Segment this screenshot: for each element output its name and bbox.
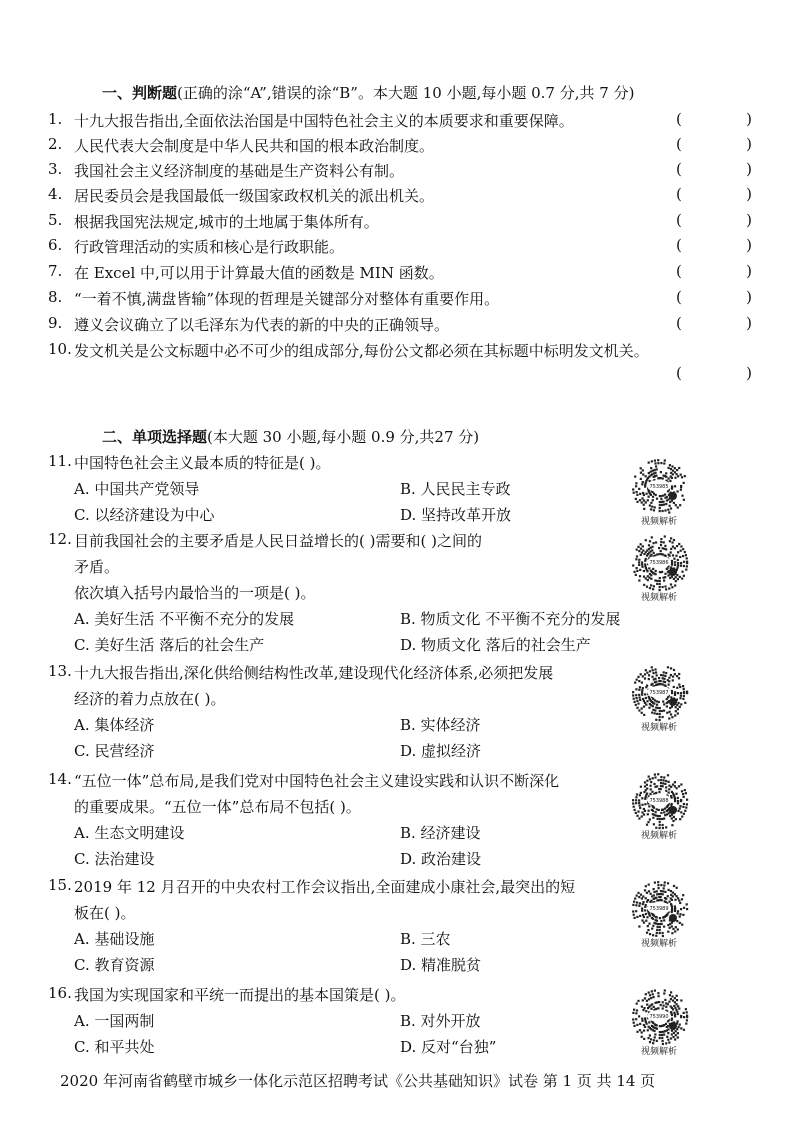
- item-number: 5.: [48, 211, 63, 229]
- option-c[interactable]: C. 美好生活 落后的社会生产: [74, 636, 265, 654]
- paren-left: (: [676, 211, 682, 229]
- paren-left: (: [676, 185, 682, 203]
- paren-left: (: [676, 110, 682, 128]
- item-text: 遵义会议确立了以毛泽东为代表的新的中央的正确领导。: [74, 316, 450, 334]
- option-a[interactable]: A. 生态文明建设: [74, 824, 185, 842]
- video-qr-code[interactable]: [628, 986, 690, 1057]
- qr-caption: 视频解析: [640, 723, 677, 733]
- judgment-item: [48, 340, 752, 382]
- option-a[interactable]: A. 集体经济: [74, 716, 155, 734]
- section2-heading: [102, 426, 479, 447]
- question-number: 15.: [48, 876, 72, 894]
- paren-right: ): [746, 211, 752, 229]
- qr-caption: 视频解析: [640, 831, 677, 841]
- item-text: 十九大报告指出,全面依法治国是中国特色社会主义的本质要求和重要保障。: [74, 112, 574, 130]
- video-qr-code[interactable]: [628, 532, 690, 603]
- paren-right: ): [746, 364, 752, 382]
- option-b[interactable]: B. 物质文化 不平衡不充分的发展: [400, 610, 621, 628]
- question-text: 2019 年 12 月召开的中央农村工作会议指出,全面建成小康社会,最突出的短: [74, 878, 576, 896]
- svg-text:753987: 753987: [649, 690, 669, 696]
- item-text: 发文机关是公文标题中必不可少的组成部分,每份公文都必须在其标题中标明发文机关。: [74, 342, 649, 360]
- section1-note: (正确的涂“A”,错误的涂“B”。本大题 10 小题,每小题 0.7 分,共 7 分): [177, 84, 635, 102]
- paren-left: (: [676, 236, 682, 254]
- paren-left: (: [676, 288, 682, 306]
- paren-right: ): [746, 160, 752, 178]
- judgment-item: [48, 236, 752, 260]
- option-b[interactable]: B. 经济建设: [400, 824, 481, 842]
- paren-left: (: [676, 160, 682, 178]
- item-text: 居民委员会是我国最低一级国家政权机关的派出机关。: [74, 187, 435, 205]
- question-text: 中国特色社会主义最本质的特征是( )。: [74, 454, 331, 472]
- judgment-item: [48, 262, 752, 286]
- question-number: 14.: [48, 770, 72, 788]
- item-number: 1.: [48, 110, 63, 128]
- item-number: 3.: [48, 160, 63, 178]
- option-a[interactable]: A. 基础设施: [74, 930, 155, 948]
- question-text: “五位一体”总布局,是我们党对中国特色社会主义建设实践和认识不断深化: [74, 772, 560, 790]
- video-qr-code[interactable]: [628, 456, 690, 527]
- question-number: 13.: [48, 662, 72, 680]
- item-text: 在 Excel 中,可以用于计算最大值的函数是 MIN 函数。: [74, 264, 444, 282]
- item-number: 6.: [48, 236, 63, 254]
- option-b[interactable]: B. 实体经济: [400, 716, 481, 734]
- question-text: 矛盾。: [74, 558, 120, 576]
- qr-caption: 视频解析: [640, 593, 677, 603]
- question-text: 板在( )。: [74, 904, 136, 922]
- judgment-item: [48, 314, 752, 338]
- paren-left: (: [676, 135, 682, 153]
- option-d[interactable]: D. 反对“台独”: [400, 1038, 497, 1056]
- page-footer: 2020 年河南省鹤壁市城乡一体化示范区招聘考试《公共基础知识》试卷 第 1 页 共 14 页: [60, 1072, 656, 1090]
- question-number: 16.: [48, 984, 72, 1002]
- item-number: 7.: [48, 262, 63, 280]
- question-text: 目前我国社会的主要矛盾是人民日益增长的( )需要和( )之间的: [74, 532, 482, 550]
- question-text: 经济的着力点放在( )。: [74, 690, 226, 708]
- judgment-item: [48, 110, 752, 134]
- item-text: 我国社会主义经济制度的基础是生产资料公有制。: [74, 162, 405, 180]
- video-qr-code[interactable]: [628, 878, 690, 949]
- question-text: 依次填入括号内最恰当的一项是( )。: [74, 584, 316, 602]
- paren-right: ): [746, 236, 752, 254]
- option-b[interactable]: B. 对外开放: [400, 1012, 481, 1030]
- paren-left: (: [676, 314, 682, 332]
- qr-caption: 视频解析: [640, 517, 677, 527]
- item-number: 9.: [48, 314, 63, 332]
- svg-text:753988: 753988: [649, 798, 669, 804]
- paren-right: ): [746, 110, 752, 128]
- option-d[interactable]: D. 坚持改革开放: [400, 506, 512, 524]
- question-number: 11.: [48, 452, 72, 470]
- paren-right: ): [746, 135, 752, 153]
- section1-heading: [102, 82, 634, 103]
- qr-caption: 视频解析: [640, 1047, 677, 1057]
- judgment-item: [48, 185, 752, 209]
- svg-text:753989: 753989: [649, 906, 669, 912]
- section2-note: (本大题 30 小题,每小题 0.9 分,共27 分): [207, 428, 480, 446]
- svg-text:753990: 753990: [649, 1014, 669, 1020]
- option-d[interactable]: D. 政治建设: [400, 850, 482, 868]
- item-text: 人民代表大会制度是中华人民共和国的根本政治制度。: [74, 137, 435, 155]
- option-d[interactable]: D. 精准脱贫: [400, 956, 482, 974]
- question-text: 我国为实现国家和平统一而提出的基本国策是( )。: [74, 986, 406, 1004]
- option-a[interactable]: A. 中国共产党领导: [74, 480, 200, 498]
- judgment-item: [48, 135, 752, 159]
- judgment-item: [48, 288, 752, 312]
- section2-title: 二、单项选择题: [102, 428, 208, 446]
- item-text: 根据我国宪法规定,城市的土地属于集体所有。: [74, 213, 379, 231]
- paren-left: (: [676, 262, 682, 280]
- paren-right: ): [746, 262, 752, 280]
- option-b[interactable]: B. 人民民主专政: [400, 480, 511, 498]
- option-a[interactable]: A. 美好生活 不平衡不充分的发展: [74, 610, 295, 628]
- item-text: “一着不慎,满盘皆输”体现的哲理是关键部分对整体有重要作用。: [74, 290, 500, 308]
- item-number: 4.: [48, 185, 63, 203]
- paren-left: (: [676, 364, 682, 382]
- question-text: 的重要成果。“五位一体”总布局不包括( )。: [74, 798, 361, 816]
- option-c[interactable]: C. 以经济建设为中心: [74, 506, 215, 524]
- video-qr-code[interactable]: [628, 662, 690, 733]
- question-text: 十九大报告指出,深化供给侧结构性改革,建设现代化经济体系,必须把发展: [74, 664, 554, 682]
- item-number: 8.: [48, 288, 63, 306]
- question-number: 12.: [48, 530, 72, 548]
- paren-right: ): [746, 185, 752, 203]
- judgment-item: [48, 160, 752, 184]
- item-number: 2.: [48, 135, 63, 153]
- qr-caption: 视频解析: [640, 939, 677, 949]
- option-c[interactable]: C. 和平共处: [74, 1038, 155, 1056]
- option-c[interactable]: C. 教育资源: [74, 956, 155, 974]
- video-qr-code[interactable]: [628, 770, 690, 841]
- svg-text:753986: 753986: [649, 560, 669, 566]
- section1-title: 一、判断题: [102, 84, 178, 102]
- option-d[interactable]: D. 虚拟经济: [400, 742, 482, 760]
- paren-right: ): [746, 314, 752, 332]
- svg-text:753985: 753985: [649, 484, 669, 490]
- paren-right: ): [746, 288, 752, 306]
- option-b[interactable]: B. 三农: [400, 930, 451, 948]
- item-text: 行政管理活动的实质和核心是行政职能。: [74, 238, 345, 256]
- judgment-item: [48, 211, 752, 235]
- item-number: 10.: [48, 340, 72, 358]
- option-d[interactable]: D. 物质文化 落后的社会生产: [400, 636, 591, 654]
- option-c[interactable]: C. 民营经济: [74, 742, 155, 760]
- option-a[interactable]: A. 一国两制: [74, 1012, 155, 1030]
- option-c[interactable]: C. 法治建设: [74, 850, 155, 868]
